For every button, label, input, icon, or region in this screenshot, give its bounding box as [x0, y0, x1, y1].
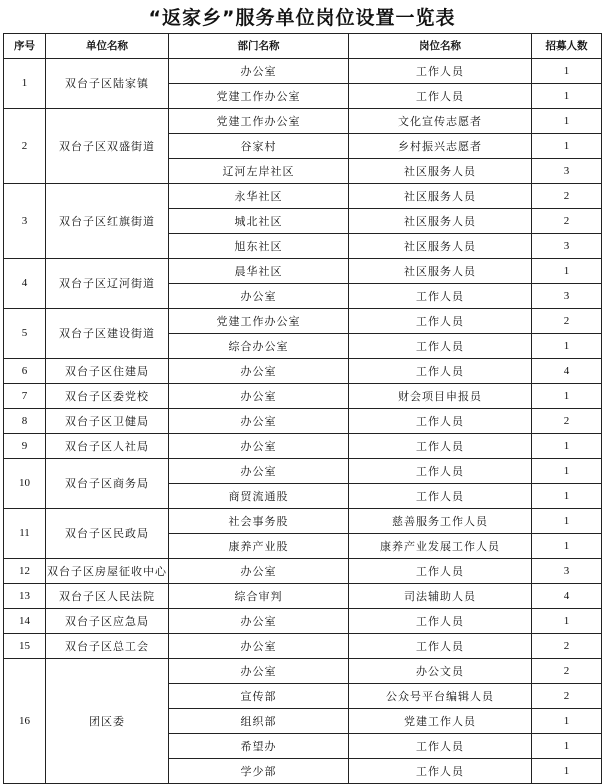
cell-dept: 办公室: [169, 609, 349, 634]
cell-post: 工作人员: [349, 484, 532, 509]
cell-no: 14: [4, 609, 46, 634]
cell-post: 工作人员: [349, 734, 532, 759]
cell-dept: 社会事务股: [169, 509, 349, 534]
cell-post: 工作人员: [349, 359, 532, 384]
cell-dept: 办公室: [169, 359, 349, 384]
cell-post: 工作人员: [349, 759, 532, 784]
cell-count: 2: [532, 659, 602, 684]
cell-dept: 辽河左岸社区: [169, 159, 349, 184]
cell-post: 办公文员: [349, 659, 532, 684]
cell-post: 工作人员: [349, 284, 532, 309]
table-row: [4, 59, 602, 84]
cell-post: 社区服务人员: [349, 209, 532, 234]
table-row: [4, 359, 602, 384]
cell-dept: 永华社区: [169, 184, 349, 209]
table-row: [4, 259, 602, 284]
cell-dept: 宣传部: [169, 684, 349, 709]
cell-count: 1: [532, 759, 602, 784]
positions-table: [3, 33, 602, 784]
cell-count: 2: [532, 409, 602, 434]
cell-no: 3: [4, 184, 46, 259]
cell-count: 1: [532, 334, 602, 359]
cell-no: 15: [4, 634, 46, 659]
table-row: [4, 109, 602, 134]
cell-unit: 双台子区人民法院: [46, 584, 169, 609]
cell-dept: 旭东社区: [169, 234, 349, 259]
cell-unit: 双台子区辽河街道: [46, 259, 169, 309]
table-body: [4, 59, 602, 784]
cell-dept: 城北社区: [169, 209, 349, 234]
cell-unit: 双台子区商务局: [46, 459, 169, 509]
cell-post: 社区服务人员: [349, 259, 532, 284]
cell-dept: 办公室: [169, 284, 349, 309]
header-dept: 部门名称: [169, 34, 349, 59]
cell-no: 16: [4, 659, 46, 784]
cell-post: 工作人员: [349, 434, 532, 459]
cell-post: 工作人员: [349, 84, 532, 109]
cell-no: 12: [4, 559, 46, 584]
cell-dept: 组织部: [169, 709, 349, 734]
cell-count: 1: [532, 609, 602, 634]
table-header-row: [4, 34, 602, 59]
cell-dept: 办公室: [169, 434, 349, 459]
cell-count: 2: [532, 634, 602, 659]
cell-dept: 办公室: [169, 659, 349, 684]
header-post: 岗位名称: [349, 34, 532, 59]
cell-count: 1: [532, 434, 602, 459]
cell-post: 财会项目申报员: [349, 384, 532, 409]
cell-no: 10: [4, 459, 46, 509]
cell-count: 1: [532, 134, 602, 159]
table-row: [4, 184, 602, 209]
cell-no: 8: [4, 409, 46, 434]
cell-count: 2: [532, 209, 602, 234]
cell-post: 社区服务人员: [349, 184, 532, 209]
cell-post: 康养产业发展工作人员: [349, 534, 532, 559]
cell-dept: 康养产业股: [169, 534, 349, 559]
cell-count: 2: [532, 184, 602, 209]
cell-count: 3: [532, 234, 602, 259]
cell-count: 1: [532, 709, 602, 734]
table-row: [4, 659, 602, 684]
page-title: “返家乡”服务单位岗位设置一览表: [148, 7, 456, 29]
cell-count: 3: [532, 284, 602, 309]
cell-count: 1: [532, 484, 602, 509]
cell-count: 4: [532, 359, 602, 384]
header-unit: 单位名称: [46, 34, 169, 59]
cell-unit: 团区委: [46, 659, 169, 784]
cell-post: 工作人员: [349, 559, 532, 584]
cell-dept: 办公室: [169, 384, 349, 409]
cell-dept: 办公室: [169, 559, 349, 584]
header-count: 招募人数: [532, 34, 602, 59]
cell-count: 1: [532, 84, 602, 109]
cell-count: 4: [532, 584, 602, 609]
cell-dept: 办公室: [169, 409, 349, 434]
cell-unit: 双台子区卫健局: [46, 409, 169, 434]
cell-post: 工作人员: [349, 409, 532, 434]
cell-post: 工作人员: [349, 309, 532, 334]
cell-no: 2: [4, 109, 46, 184]
table-row: [4, 559, 602, 584]
table-row: [4, 509, 602, 534]
cell-unit: 双台子区人社局: [46, 434, 169, 459]
cell-count: 2: [532, 309, 602, 334]
cell-no: 1: [4, 59, 46, 109]
cell-dept: 办公室: [169, 59, 349, 84]
table-row: [4, 459, 602, 484]
cell-no: 4: [4, 259, 46, 309]
cell-no: 6: [4, 359, 46, 384]
cell-count: 1: [532, 459, 602, 484]
cell-unit: 双台子区建设街道: [46, 309, 169, 359]
cell-no: 13: [4, 584, 46, 609]
cell-dept: 综合办公室: [169, 334, 349, 359]
cell-count: 1: [532, 509, 602, 534]
cell-post: 司法辅助人员: [349, 584, 532, 609]
cell-count: 1: [532, 534, 602, 559]
cell-post: 文化宣传志愿者: [349, 109, 532, 134]
cell-no: 9: [4, 434, 46, 459]
cell-post: 工作人员: [349, 59, 532, 84]
cell-dept: 谷家村: [169, 134, 349, 159]
cell-dept: 办公室: [169, 459, 349, 484]
table-row: [4, 409, 602, 434]
cell-count: 1: [532, 384, 602, 409]
cell-count: 2: [532, 684, 602, 709]
cell-dept: 商贸流通股: [169, 484, 349, 509]
table-row: [4, 309, 602, 334]
cell-dept: 党建工作办公室: [169, 84, 349, 109]
cell-unit: 双台子区住建局: [46, 359, 169, 384]
table-row: [4, 584, 602, 609]
cell-count: 1: [532, 109, 602, 134]
cell-post: 公众号平台编辑人员: [349, 684, 532, 709]
cell-count: 1: [532, 734, 602, 759]
cell-dept: 学少部: [169, 759, 349, 784]
cell-post: 工作人员: [349, 459, 532, 484]
cell-post: 乡村振兴志愿者: [349, 134, 532, 159]
cell-count: 1: [532, 59, 602, 84]
cell-unit: 双台子区委党校: [46, 384, 169, 409]
cell-dept: 希望办: [169, 734, 349, 759]
cell-unit: 双台子区红旗街道: [46, 184, 169, 259]
cell-post: 工作人员: [349, 334, 532, 359]
table-row: [4, 634, 602, 659]
cell-post: 工作人员: [349, 634, 532, 659]
table-row: [4, 609, 602, 634]
cell-count: 1: [532, 259, 602, 284]
cell-post: 工作人员: [349, 609, 532, 634]
cell-post: 社区服务人员: [349, 234, 532, 259]
table-row: [4, 434, 602, 459]
table-row: [4, 384, 602, 409]
cell-post: 慈善服务工作人员: [349, 509, 532, 534]
cell-dept: 党建工作办公室: [169, 109, 349, 134]
cell-unit: 双台子区民政局: [46, 509, 169, 559]
cell-unit: 双台子区陆家镇: [46, 59, 169, 109]
cell-unit: 双台子区应急局: [46, 609, 169, 634]
cell-dept: 办公室: [169, 634, 349, 659]
cell-dept: 党建工作办公室: [169, 309, 349, 334]
cell-no: 5: [4, 309, 46, 359]
header-no: 序号: [4, 34, 46, 59]
cell-post: 党建工作人员: [349, 709, 532, 734]
cell-post: 社区服务人员: [349, 159, 532, 184]
cell-count: 3: [532, 559, 602, 584]
cell-unit: 双台子区双盛街道: [46, 109, 169, 184]
cell-dept: 综合审判: [169, 584, 349, 609]
cell-dept: 晨华社区: [169, 259, 349, 284]
cell-no: 11: [4, 509, 46, 559]
cell-count: 3: [532, 159, 602, 184]
cell-unit: 双台子区总工会: [46, 634, 169, 659]
cell-no: 7: [4, 384, 46, 409]
cell-unit: 双台子区房屋征收中心: [46, 559, 169, 584]
